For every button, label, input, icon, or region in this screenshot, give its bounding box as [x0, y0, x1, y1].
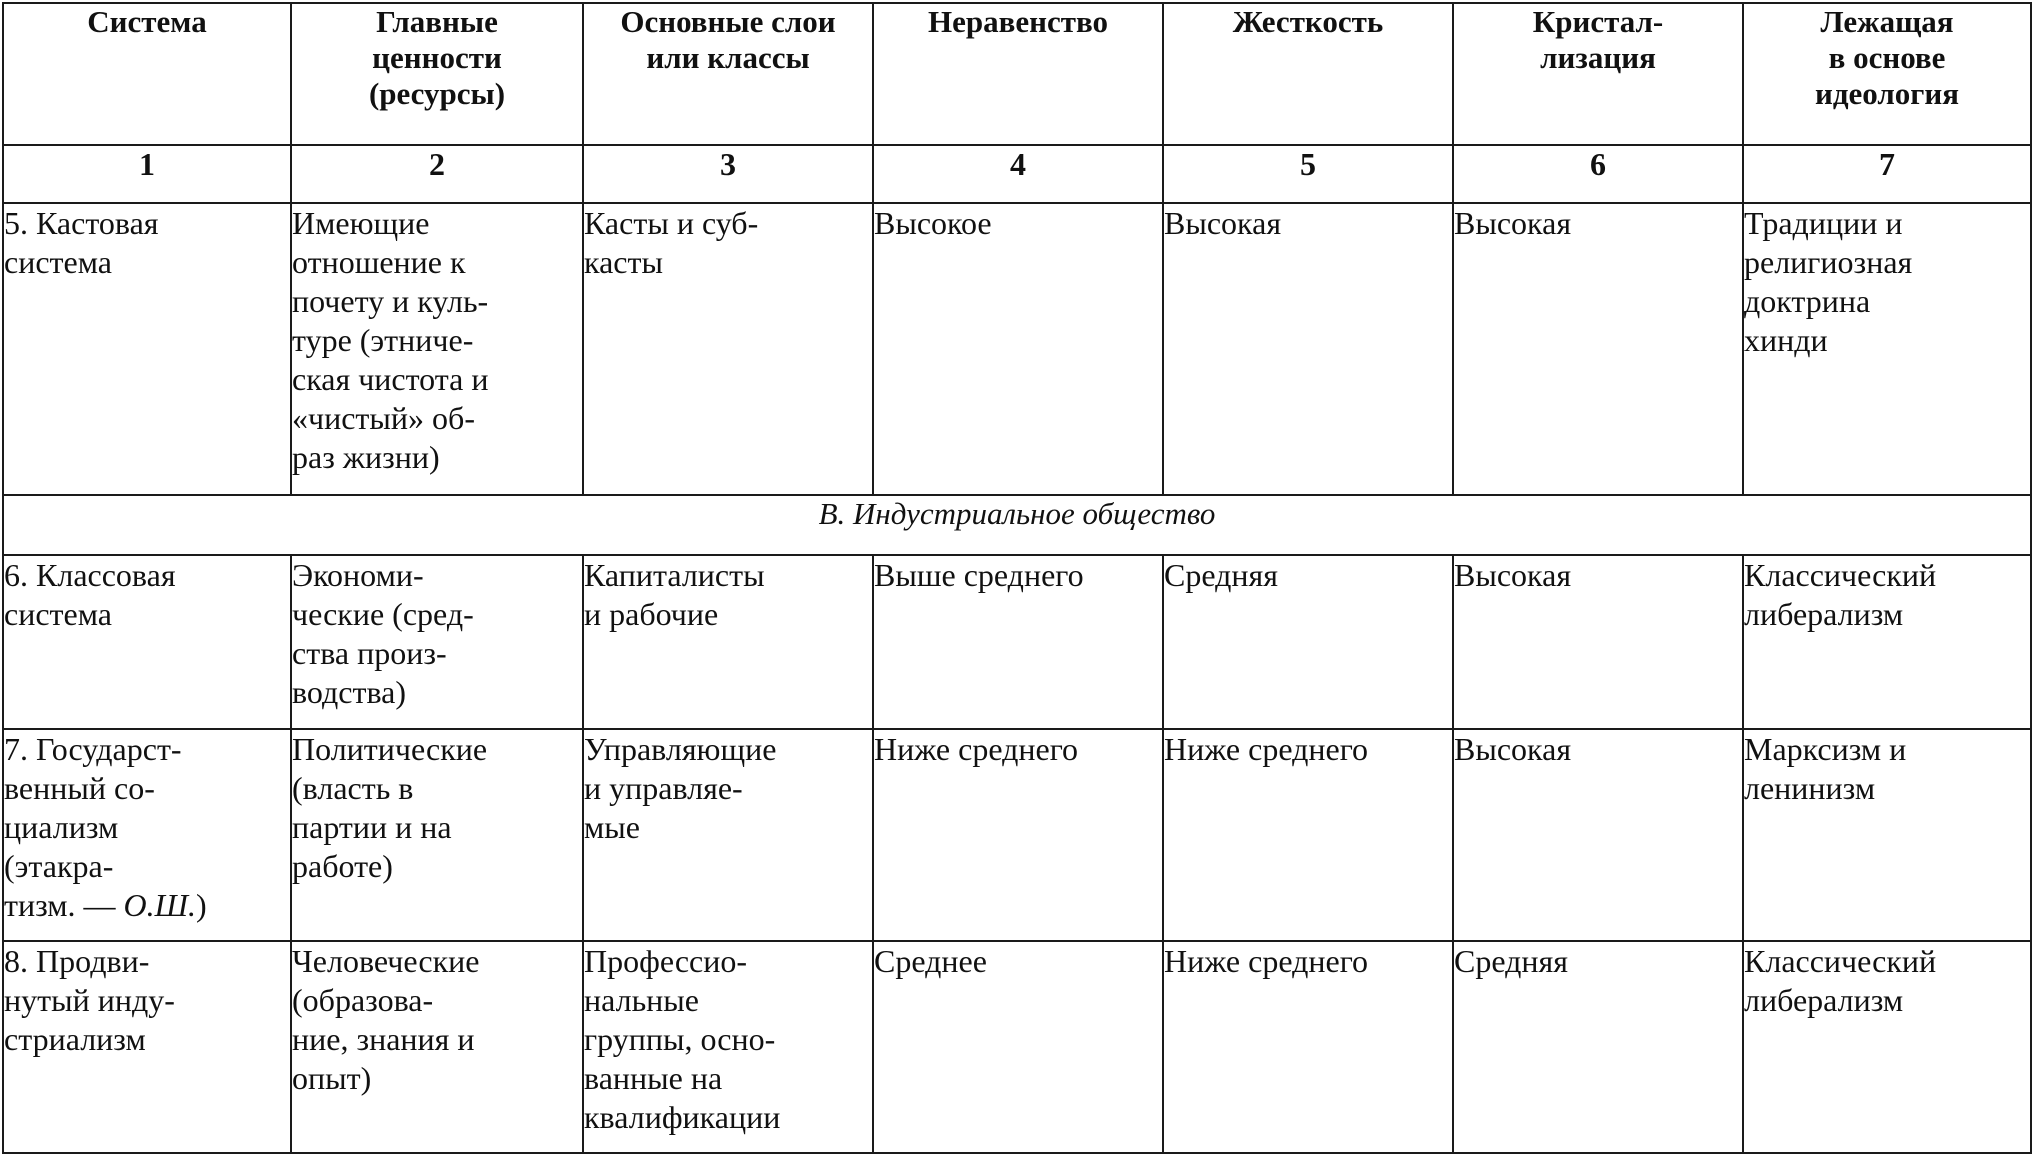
cell-rigidity: Высокая	[1163, 203, 1453, 495]
cell-ideology: Марксизм и ленинизм	[1743, 729, 2031, 941]
header-ideology: Лежащая в основе идеология	[1743, 3, 2031, 145]
column-number-row	[3, 145, 2031, 203]
cell-crystallization: Высокая	[1453, 203, 1743, 495]
cell-system: 6. Классовая система	[3, 555, 291, 729]
cell-ideology: Традиции и религиозная доктрина хинди	[1743, 203, 2031, 495]
table-row-class-system	[3, 555, 2031, 729]
cell-crystallization: Высокая	[1453, 555, 1743, 729]
cell-crystallization: Средняя	[1453, 941, 1743, 1153]
cell-system	[3, 729, 291, 941]
table-row-caste-system	[3, 203, 2031, 495]
column-number: 7	[1743, 145, 2031, 203]
cell-system-end: )	[196, 887, 207, 923]
cell-system-text: 7. Государст- венный со- циализм (этакра- тизм. —	[4, 731, 182, 923]
cell-values: Экономи- ческие (сред- ства произ- водства)	[291, 555, 583, 729]
header-inequality: Неравенство	[873, 3, 1163, 145]
cell-classes: Касты и суб- касты	[583, 203, 873, 495]
cell-system: 8. Продви- нутый инду- стриализм	[3, 941, 291, 1153]
section-title: B. Индустриальное общество	[3, 495, 2031, 555]
cell-inequality: Среднее	[873, 941, 1163, 1153]
cell-values: Человеческие (образова- ние, знания и опыт)	[291, 941, 583, 1153]
table-row-advanced-industrialism	[3, 941, 2031, 1153]
cell-ideology: Классический либерализм	[1743, 555, 2031, 729]
column-number: 5	[1163, 145, 1453, 203]
cell-inequality: Выше среднего	[873, 555, 1163, 729]
cell-inequality: Высокое	[873, 203, 1163, 495]
cell-ideology: Классический либерализм	[1743, 941, 2031, 1153]
stratification-table	[2, 2, 2032, 1154]
column-number: 4	[873, 145, 1163, 203]
column-number: 6	[1453, 145, 1743, 203]
cell-rigidity: Ниже среднего	[1163, 941, 1453, 1153]
header-crystallization: Кристал- лизация	[1453, 3, 1743, 145]
cell-crystallization: Высокая	[1453, 729, 1743, 941]
cell-inequality: Ниже среднего	[873, 729, 1163, 941]
header-row	[3, 3, 2031, 145]
cell-system-author: О.Ш.	[123, 887, 197, 923]
cell-rigidity: Средняя	[1163, 555, 1453, 729]
cell-system: 5. Кастовая система	[3, 203, 291, 495]
header-system: Система	[3, 3, 291, 145]
cell-classes: Управляющие и управляе- мые	[583, 729, 873, 941]
header-values: Главные ценности (ресурсы)	[291, 3, 583, 145]
cell-rigidity: Ниже среднего	[1163, 729, 1453, 941]
section-row	[3, 495, 2031, 555]
cell-classes: Профессио- нальные группы, осно- ванные на квалификации	[583, 941, 873, 1153]
header-classes: Основные слои или классы	[583, 3, 873, 145]
cell-classes: Капиталисты и рабочие	[583, 555, 873, 729]
column-number: 2	[291, 145, 583, 203]
header-rigidity: Жесткость	[1163, 3, 1453, 145]
cell-values: Имеющие отношение к почету и куль- туре (этниче- ская чистота и «чистый» об- раз жизни)	[291, 203, 583, 495]
table-row-state-socialism	[3, 729, 2031, 941]
column-number: 1	[3, 145, 291, 203]
column-number: 3	[583, 145, 873, 203]
cell-values: Политические (власть в партии и на работе)	[291, 729, 583, 941]
